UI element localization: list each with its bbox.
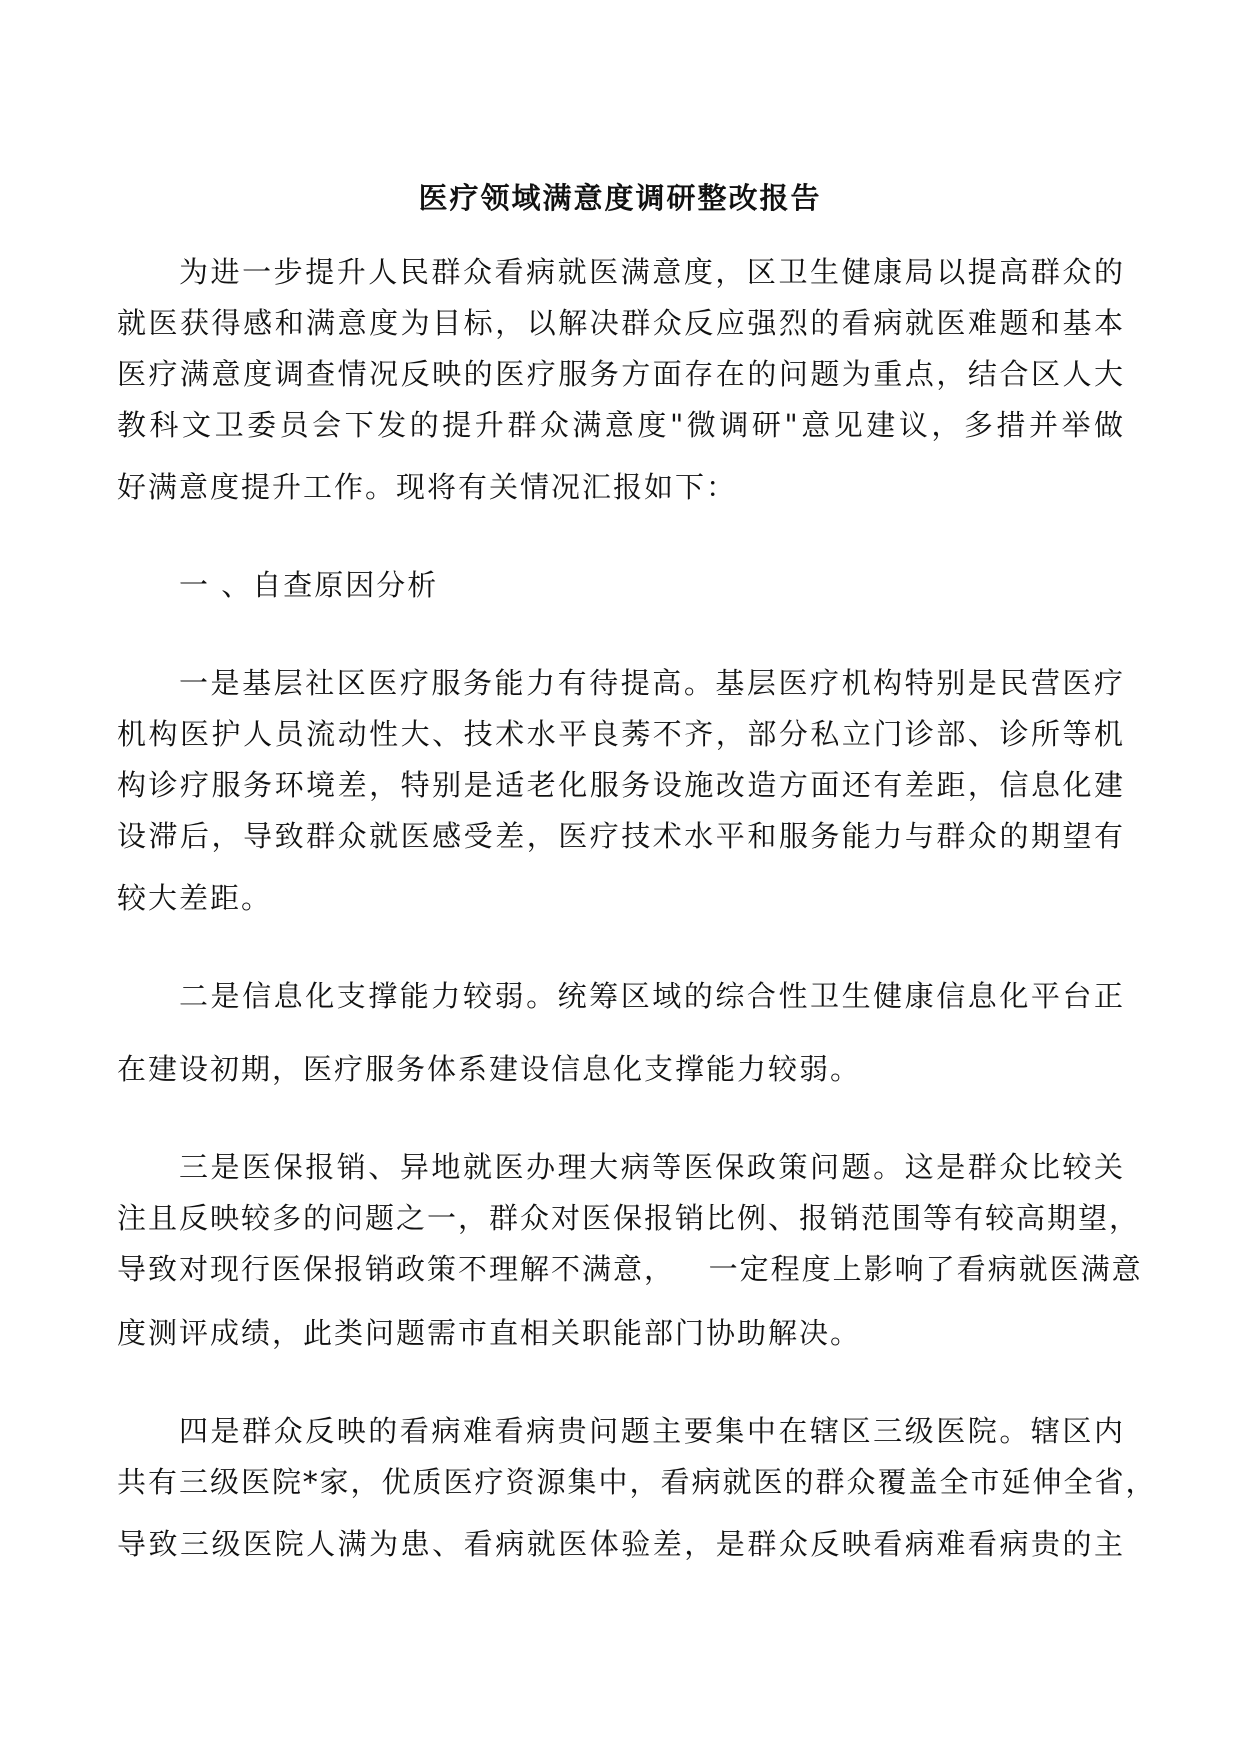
- paragraph-2-line-1: 一是基层社区医疗服务能力有待提高。基层医疗机构特别是民营医疗: [179, 666, 1125, 700]
- paragraph-5-line-1: 四是群众反映的看病难看病贵问题主要集中在辖区三级医院。辖区内: [179, 1414, 1125, 1448]
- paragraph-1-line-5: 好满意度提升工作。现将有关情况汇报如下：: [117, 470, 738, 504]
- section-heading: 一 、自查原因分析: [179, 568, 439, 602]
- paragraph-3-line-2: 在建设初期，医疗服务体系建设信息化支撑能力较弱。: [117, 1052, 862, 1086]
- paragraph-4-line-1: 三是医保报销、异地就医办理大病等医保政策问题。这是群众比较关: [179, 1150, 1125, 1184]
- paragraph-4-line-2: 注且反映较多的问题之一，群众对医保报销比例、报销范围等有较高期望，: [117, 1201, 1141, 1235]
- paragraph-1-line-1: 为进一步提升人民群众看病就医满意度，区卫生健康局以提高群众的: [179, 255, 1125, 289]
- paragraph-2-line-3: 构诊疗服务环境差，特别是适老化服务设施改造方面还有差距，信息化建: [117, 768, 1125, 802]
- paragraph-4-line-4: 度测评成绩，此类问题需市直相关职能部门协助解决。: [117, 1316, 862, 1350]
- paragraph-3-line-1: 二是信息化支撑能力较弱。统筹区域的综合性卫生健康信息化平台正: [179, 979, 1125, 1013]
- paragraph-1-line-2: 就医获得感和满意度为目标，以解决群众反应强烈的看病就医难题和基本: [117, 306, 1125, 340]
- paragraph-2-line-2: 机构医护人员流动性大、技术水平良莠不齐，部分私立门诊部、诊所等机: [117, 717, 1125, 751]
- paragraph-5-line-3: 导致三级医院人满为患、看病就医体验差，是群众反映看病难看病贵的主: [117, 1527, 1125, 1561]
- paragraph-1-line-3: 医疗满意度调查情况反映的医疗服务方面存在的问题为重点，结合区人大: [117, 357, 1125, 391]
- paragraph-2-line-5: 较大差距。: [117, 881, 273, 915]
- paragraph-5-line-2: 共有三级医院*家，优质医疗资源集中，看病就医的群众覆盖全市延伸全省，: [117, 1465, 1157, 1499]
- paragraph-1-line-4: 教科文卫委员会下发的提升群众满意度"微调研"意见建议，多措并举做: [117, 408, 1125, 442]
- paragraph-4-line-3: 导致对现行医保报销政策不理解不满意， 一定程度上影响了看病就医满意: [117, 1252, 1143, 1286]
- paragraph-2-line-4: 设滞后，导致群众就医感受差，医疗技术水平和服务能力与群众的期望有: [117, 819, 1125, 853]
- page-title: 医疗领域满意度调研整改报告: [418, 181, 822, 215]
